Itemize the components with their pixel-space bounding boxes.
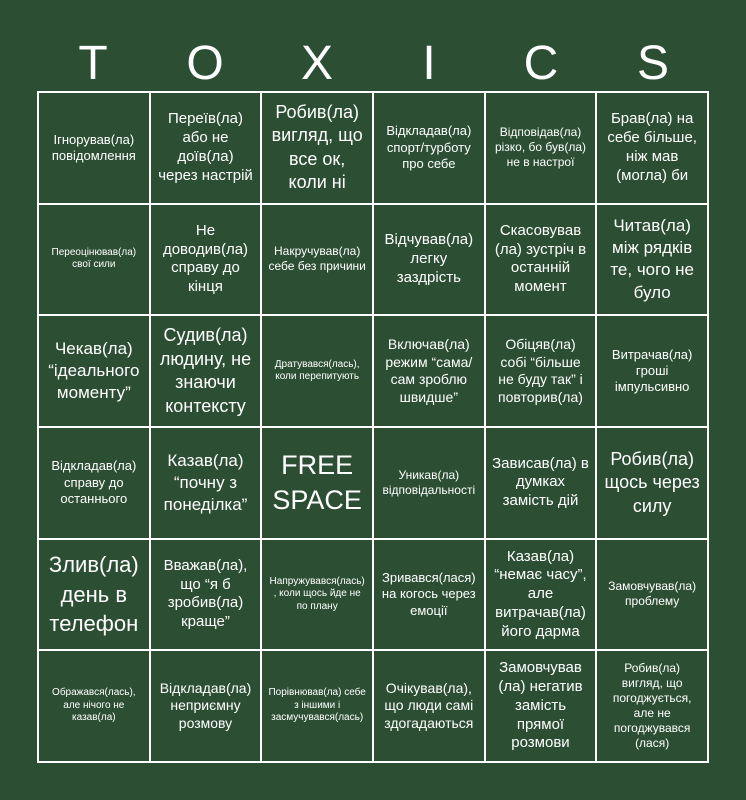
bingo-cell[interactable]: Зависав(ла) в думках замість дій: [486, 428, 596, 538]
bingo-cell[interactable]: Скасовував (ла) зустріч в останній момент: [486, 205, 596, 315]
title-letter: S: [636, 37, 669, 90]
title-letter: I: [422, 37, 436, 90]
bingo-board: [37, 91, 709, 763]
bingo-cell[interactable]: Брав(ла) на себе більше, ніж мав (могла) би: [597, 93, 707, 203]
bingo-cell[interactable]: Порівнював(ла) себе з іншими і засмучувався(лась): [262, 651, 372, 761]
title-letter: C: [523, 37, 559, 90]
bingo-cell[interactable]: Відкладав(ла) спорт/турботу про себе: [374, 93, 484, 203]
bingo-cell[interactable]: Злив(ла) день в телефон: [39, 540, 149, 650]
bingo-cell[interactable]: Вважав(ла), що “я б зробив(ла) краще”: [151, 540, 261, 650]
bingo-cell[interactable]: Судив(ла) людину, не знаючи контексту: [151, 316, 261, 426]
title-letter: O: [186, 37, 224, 90]
bingo-cell[interactable]: Накручував(ла) себе без причини: [262, 205, 372, 315]
title-letter: X: [300, 37, 333, 90]
bingo-cell[interactable]: Чекав(ла) “ідеального моменту”: [39, 316, 149, 426]
bingo-cell[interactable]: Відповідав(ла) різко, бо був(ла) не в настрої: [486, 93, 596, 203]
bingo-cell[interactable]: Ображався(лась), але нічого не казав(ла): [39, 651, 149, 761]
bingo-cell[interactable]: Казав(ла) “почну з понеділка”: [151, 428, 261, 538]
bingo-cell[interactable]: Робив(ла) щось через силу: [597, 428, 707, 538]
bingo-cell[interactable]: Робив(ла) вигляд, що все ок, коли ні: [262, 93, 372, 203]
bingo-cell[interactable]: Зривався(лася) на когось через емоції: [374, 540, 484, 650]
bingo-cell[interactable]: Переїв(ла) або не доїв(ла) через настрій: [151, 93, 261, 203]
bingo-cell[interactable]: Дратувався(лась), коли перепитують: [262, 316, 372, 426]
bingo-cell[interactable]: Відкладав(ла) неприємну розмову: [151, 651, 261, 761]
bingo-cell[interactable]: Казав(ла) “немає часу”, але витрачав(ла) його дарма: [486, 540, 596, 650]
bingo-title: [37, 36, 709, 92]
bingo-cell[interactable]: Витрачав(ла) гроші імпульсивно: [597, 316, 707, 426]
bingo-cell[interactable]: Не доводив(ла) справу до кінця: [151, 205, 261, 315]
title-letter: T: [78, 37, 108, 90]
bingo-cell[interactable]: Замовчував (ла) негатив замість прямої розмови: [486, 651, 596, 761]
bingo-cell[interactable]: Відчував(ла) легку заздрість: [374, 205, 484, 315]
bingo-cell[interactable]: Читав(ла) між рядків те, чого не було: [597, 205, 707, 315]
bingo-cell[interactable]: Відкладав(ла) справу до останнього: [39, 428, 149, 538]
bingo-cell[interactable]: Робив(ла) вигляд, що погоджується, але не погоджувався (лася): [597, 651, 707, 761]
bingo-cell[interactable]: Замовчував(ла) проблему: [597, 540, 707, 650]
free-space-cell[interactable]: FREE SPACE: [262, 428, 372, 538]
bingo-cell[interactable]: Напружувався(лась), коли щось йде не по плану: [262, 540, 372, 650]
bingo-cell[interactable]: Очікував(ла), що люди самі здогадаються: [374, 651, 484, 761]
bingo-cell[interactable]: Переоцінював(ла) свої сили: [39, 205, 149, 315]
bingo-cell[interactable]: Уникав(ла) відповідальності: [374, 428, 484, 538]
bingo-cell[interactable]: Ігнорував(ла) повідомлення: [39, 93, 149, 203]
bingo-cell[interactable]: Включав(ла) режим “сама/сам зроблю швидше”: [374, 316, 484, 426]
bingo-cell[interactable]: Обіцяв(ла) собі “більше не буду так” і повторив(ла): [486, 316, 596, 426]
